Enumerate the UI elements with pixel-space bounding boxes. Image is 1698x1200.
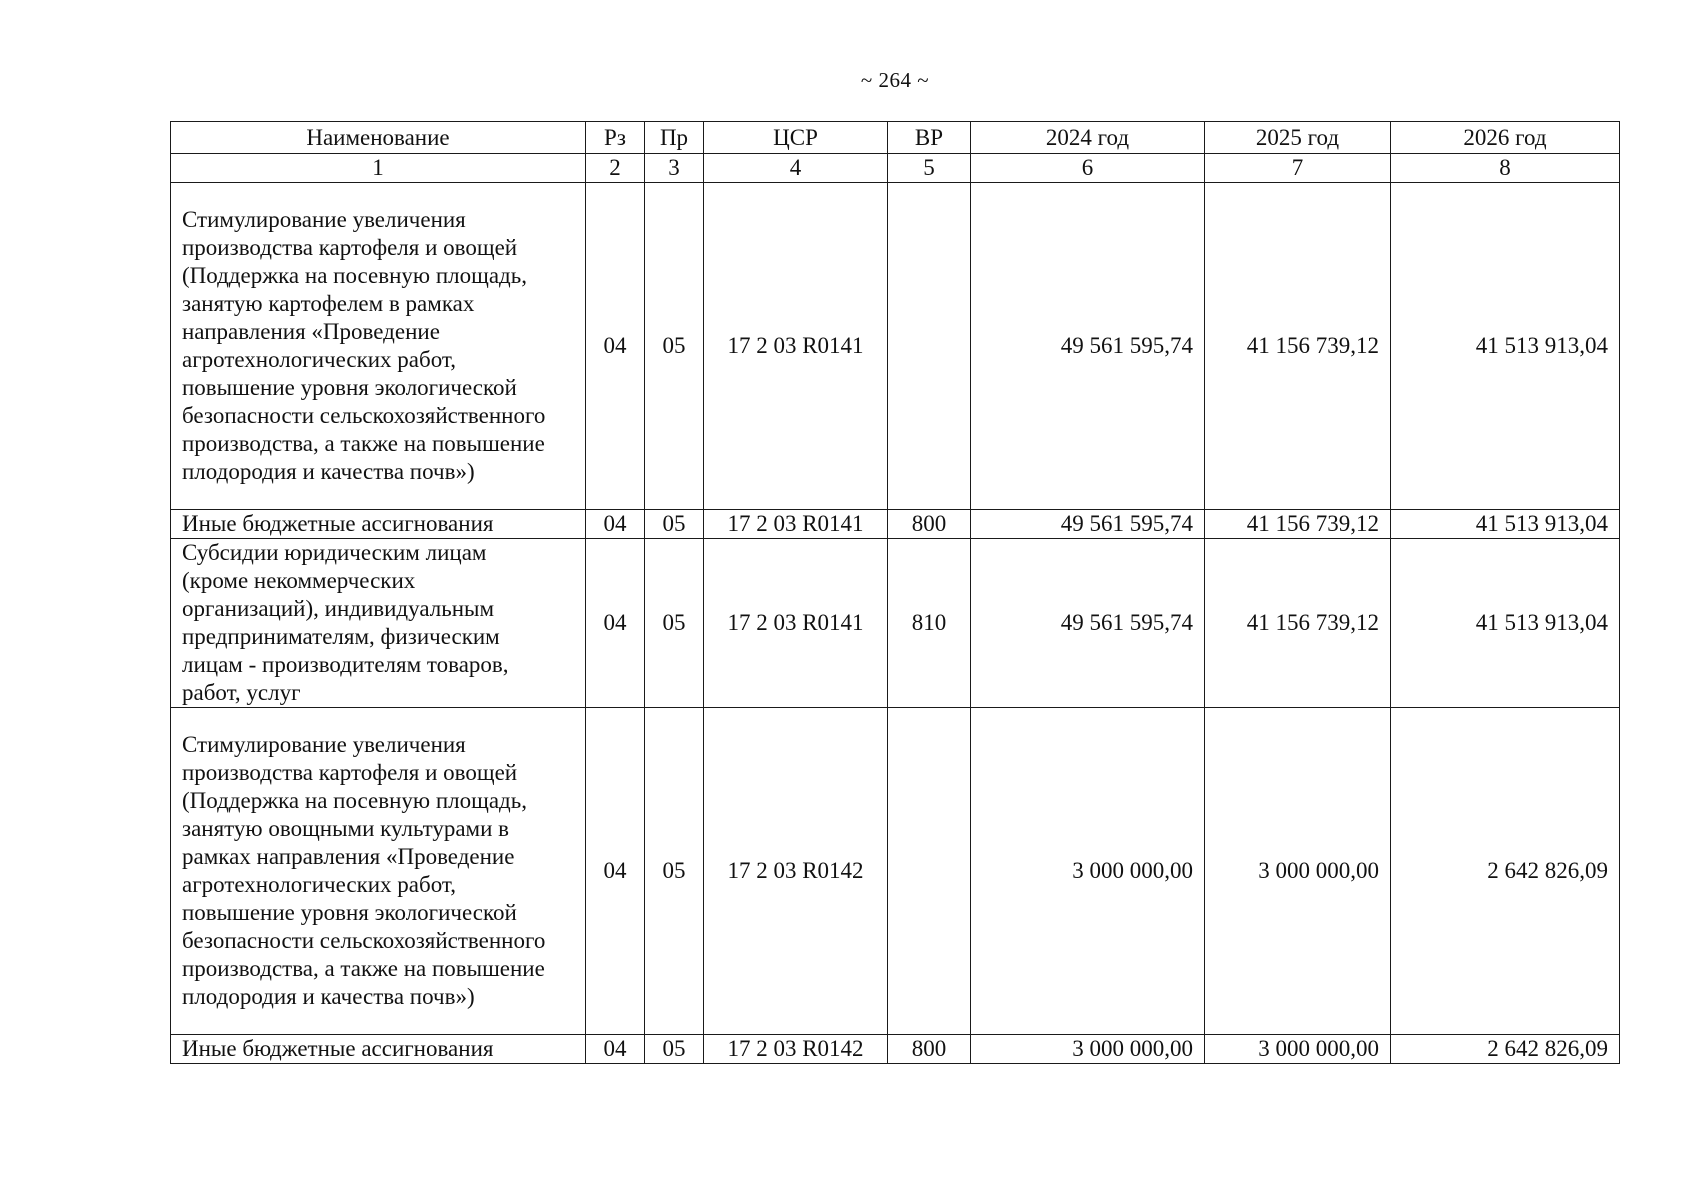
header-rz: Рз <box>586 122 645 154</box>
row-pr: 05 <box>645 539 704 708</box>
row-amount-2024: 3 000 000,00 <box>971 708 1205 1035</box>
row-amount-2026: 41 513 913,04 <box>1391 510 1620 539</box>
row-vr: 800 <box>888 510 971 539</box>
row-amount-2024: 3 000 000,00 <box>971 1035 1205 1064</box>
row-rz: 04 <box>586 708 645 1035</box>
row-rz: 04 <box>586 183 645 510</box>
column-number: 8 <box>1391 154 1620 183</box>
row-vr <box>888 708 971 1035</box>
header-pr: Пр <box>645 122 704 154</box>
column-number: 6 <box>971 154 1205 183</box>
table-row <box>171 183 1620 510</box>
row-name-text: Иные бюджетные ассигнования <box>182 511 494 536</box>
row-amount-2025: 3 000 000,00 <box>1205 1035 1391 1064</box>
header-csr: ЦСР <box>704 122 888 154</box>
row-rz: 04 <box>586 510 645 539</box>
row-amount-2026: 2 642 826,09 <box>1391 708 1620 1035</box>
row-csr: 17 2 03 R0142 <box>704 708 888 1035</box>
row-csr: 17 2 03 R0141 <box>704 539 888 708</box>
header-2026: 2026 год <box>1391 122 1620 154</box>
row-name-text: Стимулирование увеличения производства картофеля и овощей (Поддержка на посевную площадь, занятую овощными культурами в рамках направления «Проведение агротехнологических работ, повышение уровня экологической безопасности сельскохозяйственного производства, а также на повышение плодородия и качества почв») <box>182 732 546 1009</box>
header-2025: 2025 год <box>1205 122 1391 154</box>
row-pr: 05 <box>645 1035 704 1064</box>
row-vr: 810 <box>888 539 971 708</box>
row-rz: 04 <box>586 1035 645 1064</box>
row-pr: 05 <box>645 183 704 510</box>
column-number: 5 <box>888 154 971 183</box>
row-csr: 17 2 03 R0141 <box>704 183 888 510</box>
row-name <box>171 510 586 539</box>
row-amount-2025: 41 156 739,12 <box>1205 539 1391 708</box>
column-number: 3 <box>645 154 704 183</box>
row-name <box>171 539 586 708</box>
row-name <box>171 708 586 1035</box>
page-number: ~ 264 ~ <box>860 68 930 92</box>
row-amount-2026: 41 513 913,04 <box>1391 539 1620 708</box>
row-amount-2025: 41 156 739,12 <box>1205 183 1391 510</box>
row-rz: 04 <box>586 539 645 708</box>
table-row <box>171 1035 1620 1064</box>
column-number: 1 <box>171 154 586 183</box>
row-amount-2025: 3 000 000,00 <box>1205 708 1391 1035</box>
row-amount-2024: 49 561 595,74 <box>971 183 1205 510</box>
row-csr: 17 2 03 R0142 <box>704 1035 888 1064</box>
row-vr: 800 <box>888 1035 971 1064</box>
column-number-row <box>171 154 1620 183</box>
table-row <box>171 708 1620 1035</box>
row-amount-2024: 49 561 595,74 <box>971 539 1205 708</box>
row-amount-2026: 41 513 913,04 <box>1391 183 1620 510</box>
header-vr: ВР <box>888 122 971 154</box>
table-header-row <box>171 122 1620 154</box>
header-name: Наименование <box>171 122 586 154</box>
row-name <box>171 183 586 510</box>
column-number: 2 <box>586 154 645 183</box>
row-name-text: Иные бюджетные ассигнования <box>182 1036 494 1061</box>
header-2024: 2024 год <box>971 122 1205 154</box>
column-number: 4 <box>704 154 888 183</box>
table-row <box>171 539 1620 708</box>
column-number: 7 <box>1205 154 1391 183</box>
row-name-text: Стимулирование увеличения производства картофеля и овощей (Поддержка на посевную площадь, занятую картофелем в рамках направления «Проведение агротехнологических работ, повышение уровня экологической безопасности сельскохозяйственного производства, а также на повышение плодородия и качества почв») <box>182 207 546 484</box>
row-amount-2026: 2 642 826,09 <box>1391 1035 1620 1064</box>
row-pr: 05 <box>645 510 704 539</box>
budget-table <box>170 121 1620 1064</box>
row-name-text: Субсидии юридическим лицам (кроме некоммерческих организаций), индивидуальным предпринимателям, физическим лицам - производителям товаров, работ, услуг <box>182 540 509 705</box>
table-row <box>171 510 1620 539</box>
row-name <box>171 1035 586 1064</box>
row-amount-2025: 41 156 739,12 <box>1205 510 1391 539</box>
row-csr: 17 2 03 R0141 <box>704 510 888 539</box>
row-amount-2024: 49 561 595,74 <box>971 510 1205 539</box>
row-pr: 05 <box>645 708 704 1035</box>
row-vr <box>888 183 971 510</box>
